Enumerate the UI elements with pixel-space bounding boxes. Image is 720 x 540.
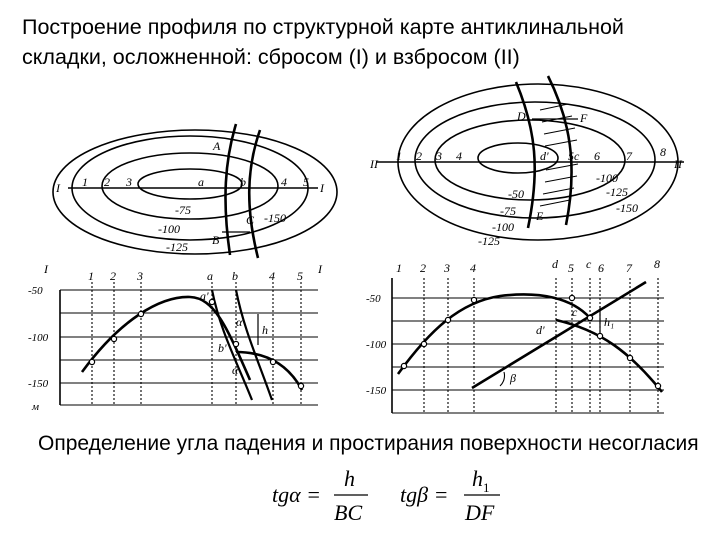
map-letter-B: B xyxy=(212,233,220,247)
profile-top-label: 4 xyxy=(269,269,275,283)
profile-top-label: 8 xyxy=(654,257,660,271)
map-letter-C: C xyxy=(246,213,255,227)
profile-top-label: b xyxy=(232,269,238,283)
y-tick-label: -100 xyxy=(28,332,49,344)
profile-top-label: 3 xyxy=(444,261,450,275)
profile-top-label: 1 xyxy=(396,261,402,275)
map-number: 6 xyxy=(594,149,600,163)
y-tick-label: -50 xyxy=(366,293,381,305)
map-number: 7 xyxy=(626,149,632,163)
right-profile-points xyxy=(401,295,660,388)
map-line-label: I xyxy=(320,181,324,195)
mark-h1: h₁ xyxy=(604,315,615,329)
slide-caption: Определение угла падения и простирания поверхности несогласия xyxy=(38,432,699,455)
profile-top-label: 5 xyxy=(568,261,574,275)
profile-grid xyxy=(392,278,664,413)
mark-alpha: α xyxy=(232,363,239,377)
profile-top-label: 6 xyxy=(598,261,604,275)
contour-label: -100 xyxy=(596,171,618,185)
map-letter-D: D xyxy=(517,109,526,123)
map-number: 3 xyxy=(436,149,442,163)
map-letter-E: E xyxy=(536,209,544,223)
profile-top-label: d xyxy=(552,257,558,271)
profile-top-label: a xyxy=(207,269,213,283)
mark-d-prime: d' xyxy=(536,323,545,337)
formula-tg-beta xyxy=(400,466,500,525)
map-line-label: I xyxy=(56,181,60,195)
left-profile xyxy=(60,282,318,405)
profile-top-label: 7 xyxy=(626,261,632,275)
profile-top-label: 3 xyxy=(137,269,143,283)
contour-label: -125 xyxy=(166,240,188,254)
map-letter-A: A xyxy=(213,139,221,153)
right-profile xyxy=(392,278,664,413)
y-unit-label: м xyxy=(32,401,40,413)
map-letter-F: F xyxy=(580,111,588,125)
profile-top-label: 2 xyxy=(110,269,116,283)
map-number: 4 xyxy=(456,149,462,163)
mark-h: h xyxy=(262,323,268,337)
contour-label: -150 xyxy=(264,211,286,225)
formula-denominator: DF xyxy=(465,500,495,525)
contour-ellipse xyxy=(53,130,337,254)
fault-line-2 xyxy=(249,130,260,258)
y-tick-label: -150 xyxy=(366,385,387,397)
right-structural-map xyxy=(376,76,684,240)
contour-label: -50 xyxy=(508,187,524,201)
profile-top-label: 1 xyxy=(88,269,94,283)
profile-grid xyxy=(60,282,318,405)
contour-label: -100 xyxy=(492,220,514,234)
profile-top-label: 5 xyxy=(297,269,303,283)
y-tick-label: -150 xyxy=(28,378,49,390)
profile-roman-label: I xyxy=(318,262,322,276)
mark-b-prime: b' xyxy=(218,341,227,355)
contour-label: -100 xyxy=(158,222,180,236)
map-number: 3 xyxy=(126,175,132,189)
contour-label: -75 xyxy=(500,204,516,218)
mark-c: c xyxy=(572,305,578,319)
contour-label: -150 xyxy=(616,201,638,215)
slide-title: Построение профиля по структурной карте антиклинальной складки, осложненной: сбросом (I) и взбросом (II) xyxy=(22,15,624,69)
map-line-label: II xyxy=(674,157,682,171)
profile-top-label: 4 xyxy=(470,261,476,275)
map-letter-c: 5c xyxy=(568,149,580,163)
formula-lhs: tgβ = xyxy=(400,482,449,507)
y-tick-label: -100 xyxy=(366,339,387,351)
y-tick-label: -50 xyxy=(28,285,43,297)
profile-roman-label: I xyxy=(44,262,48,276)
thrust-line-1 xyxy=(516,82,535,228)
mark-a-prime: a' xyxy=(200,289,209,303)
formula-lhs: tgα = xyxy=(272,482,322,507)
map-letter-b: b xyxy=(240,175,246,189)
mark-alpha: α xyxy=(236,315,243,329)
formula-subscript: 1 xyxy=(483,480,490,495)
contour-label: -125 xyxy=(606,185,628,199)
beta-arc xyxy=(500,372,505,386)
profile-top-label: c xyxy=(586,257,592,271)
map-number: 5 xyxy=(303,175,309,189)
map-number: 1 xyxy=(396,149,402,163)
map-letter-d: d' xyxy=(540,149,549,163)
contour-label: -75 xyxy=(175,203,191,217)
map-number: 4 xyxy=(281,175,287,189)
mark-beta: β xyxy=(510,371,516,385)
fault-line-1 xyxy=(225,124,236,255)
contour-label: -125 xyxy=(478,234,500,248)
map-letter-a: a xyxy=(198,175,204,189)
formula-numerator: h xyxy=(344,466,355,491)
formula-denominator: BC xyxy=(334,500,363,525)
formula-numerator: h xyxy=(472,466,483,491)
map-number: 2 xyxy=(416,149,422,163)
map-number: 2 xyxy=(104,175,110,189)
map-number: 8 xyxy=(660,145,666,159)
profile-curve xyxy=(82,297,250,380)
map-line-label: II xyxy=(370,157,378,171)
map-number: 1 xyxy=(82,175,88,189)
formula-tg-alpha xyxy=(272,466,368,525)
left-structural-map xyxy=(53,124,337,258)
profile-top-label: 2 xyxy=(420,261,426,275)
